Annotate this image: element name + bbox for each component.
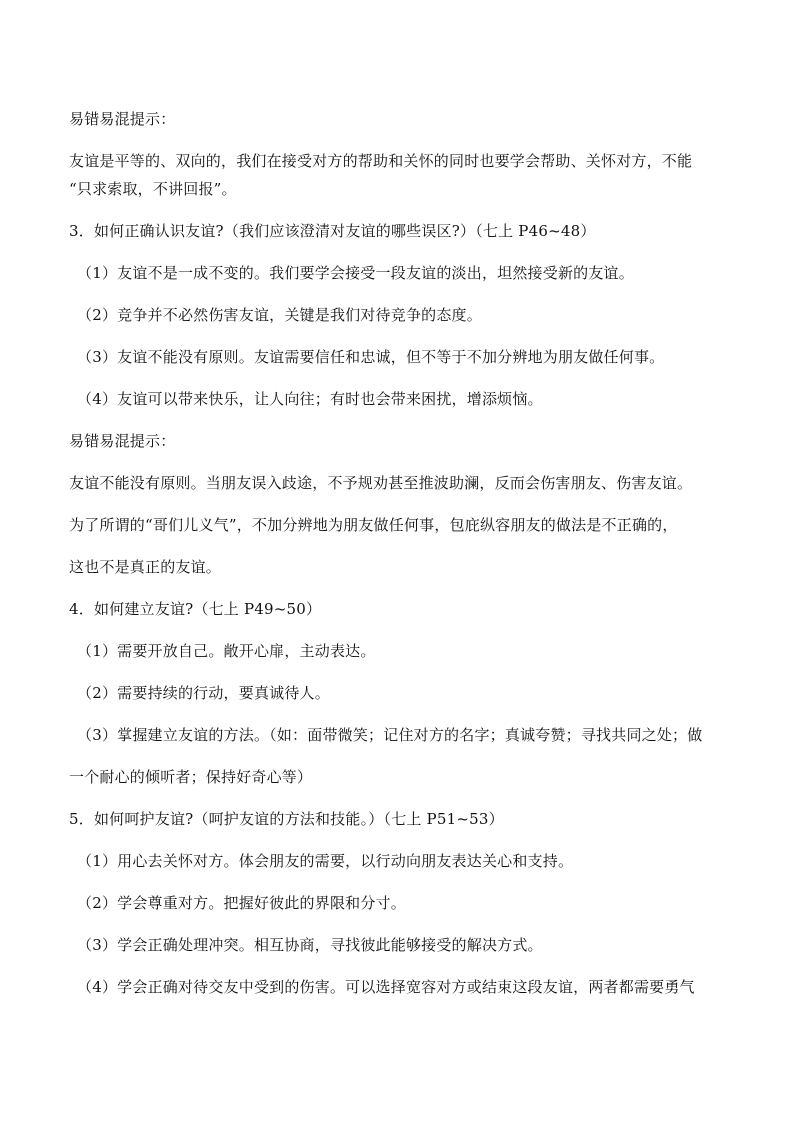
paragraph-line: 这也不是真正的友谊。 (69, 558, 222, 576)
list-item: （2）学会尊重对方。把握好彼此的界限和分寸。 (77, 894, 406, 912)
paragraph-line: “只求索取，不讲回报”。 (69, 180, 237, 198)
section-heading-4: 4．如何建立友谊?（七上 P49~50） (69, 600, 322, 618)
paragraph-line: 友谊是平等的、双向的，我们在接受对方的帮助和关怀的同时也要学会帮助、关怀对方，不能 (69, 152, 693, 170)
heading-tip-1: 易错易混提示： (69, 110, 176, 128)
section-heading-5: 5．如何呵护友谊?（呵护友谊的方法和技能。）（七上 P51~53） (69, 810, 504, 828)
paragraph-line: 友谊不能没有原则。当朋友误入歧途，不予规劝甚至推波助澜，反而会伤害朋友、伤害友谊。 (69, 474, 693, 492)
section-heading-3: 3．如何正确认识友谊?（我们应该澄清对友谊的哪些误区?）（七上 P46~48） (69, 222, 596, 240)
list-item: （3）友谊不能没有原则。友谊需要信任和忠诚，但不等于不加分辨地为朋友做任何事。 (77, 348, 665, 366)
list-item: （2）竞争并不必然伤害友谊，关键是我们对待竞争的态度。 (77, 306, 482, 324)
list-item: （2）需要持续的行动，要真诚待人。 (77, 684, 330, 702)
list-item: （4）学会正确对待交友中受到的伤害。可以选择宽容对方或结束这段友谊，两者都需要勇气 (77, 978, 695, 996)
heading-tip-2: 易错易混提示： (69, 432, 176, 450)
paragraph-line: 为了所谓的“哥们儿义气”，不加分辨地为朋友做任何事，包庇纵容朋友的做法是不正确的， (69, 516, 678, 534)
list-item: （4）友谊可以带来快乐，让人向往；有时也会带来困扰，增添烦恼。 (77, 390, 543, 408)
paragraph-line: 一个耐心的倾听者；保持好奇心等） (69, 768, 313, 786)
list-item: （3）掌握建立友谊的方法。（如：面带微笑；记住对方的名字；真诚夸赞；寻找共同之处；做 (77, 726, 703, 744)
list-item: （1）需要开放自己。敞开心扉，主动表达。 (77, 642, 376, 660)
list-item: （1）用心去关怀对方。体会朋友的需要，以行动向朋友表达关心和支持。 (77, 852, 574, 870)
list-item: （1）友谊不是一成不变的。我们要学会接受一段友谊的淡出，坦然接受新的友谊。 (77, 264, 634, 282)
document-body (69, 105, 737, 1001)
list-item: （3）学会正确处理冲突。相互协商，寻找彼此能够接受的解决方式。 (77, 936, 543, 954)
